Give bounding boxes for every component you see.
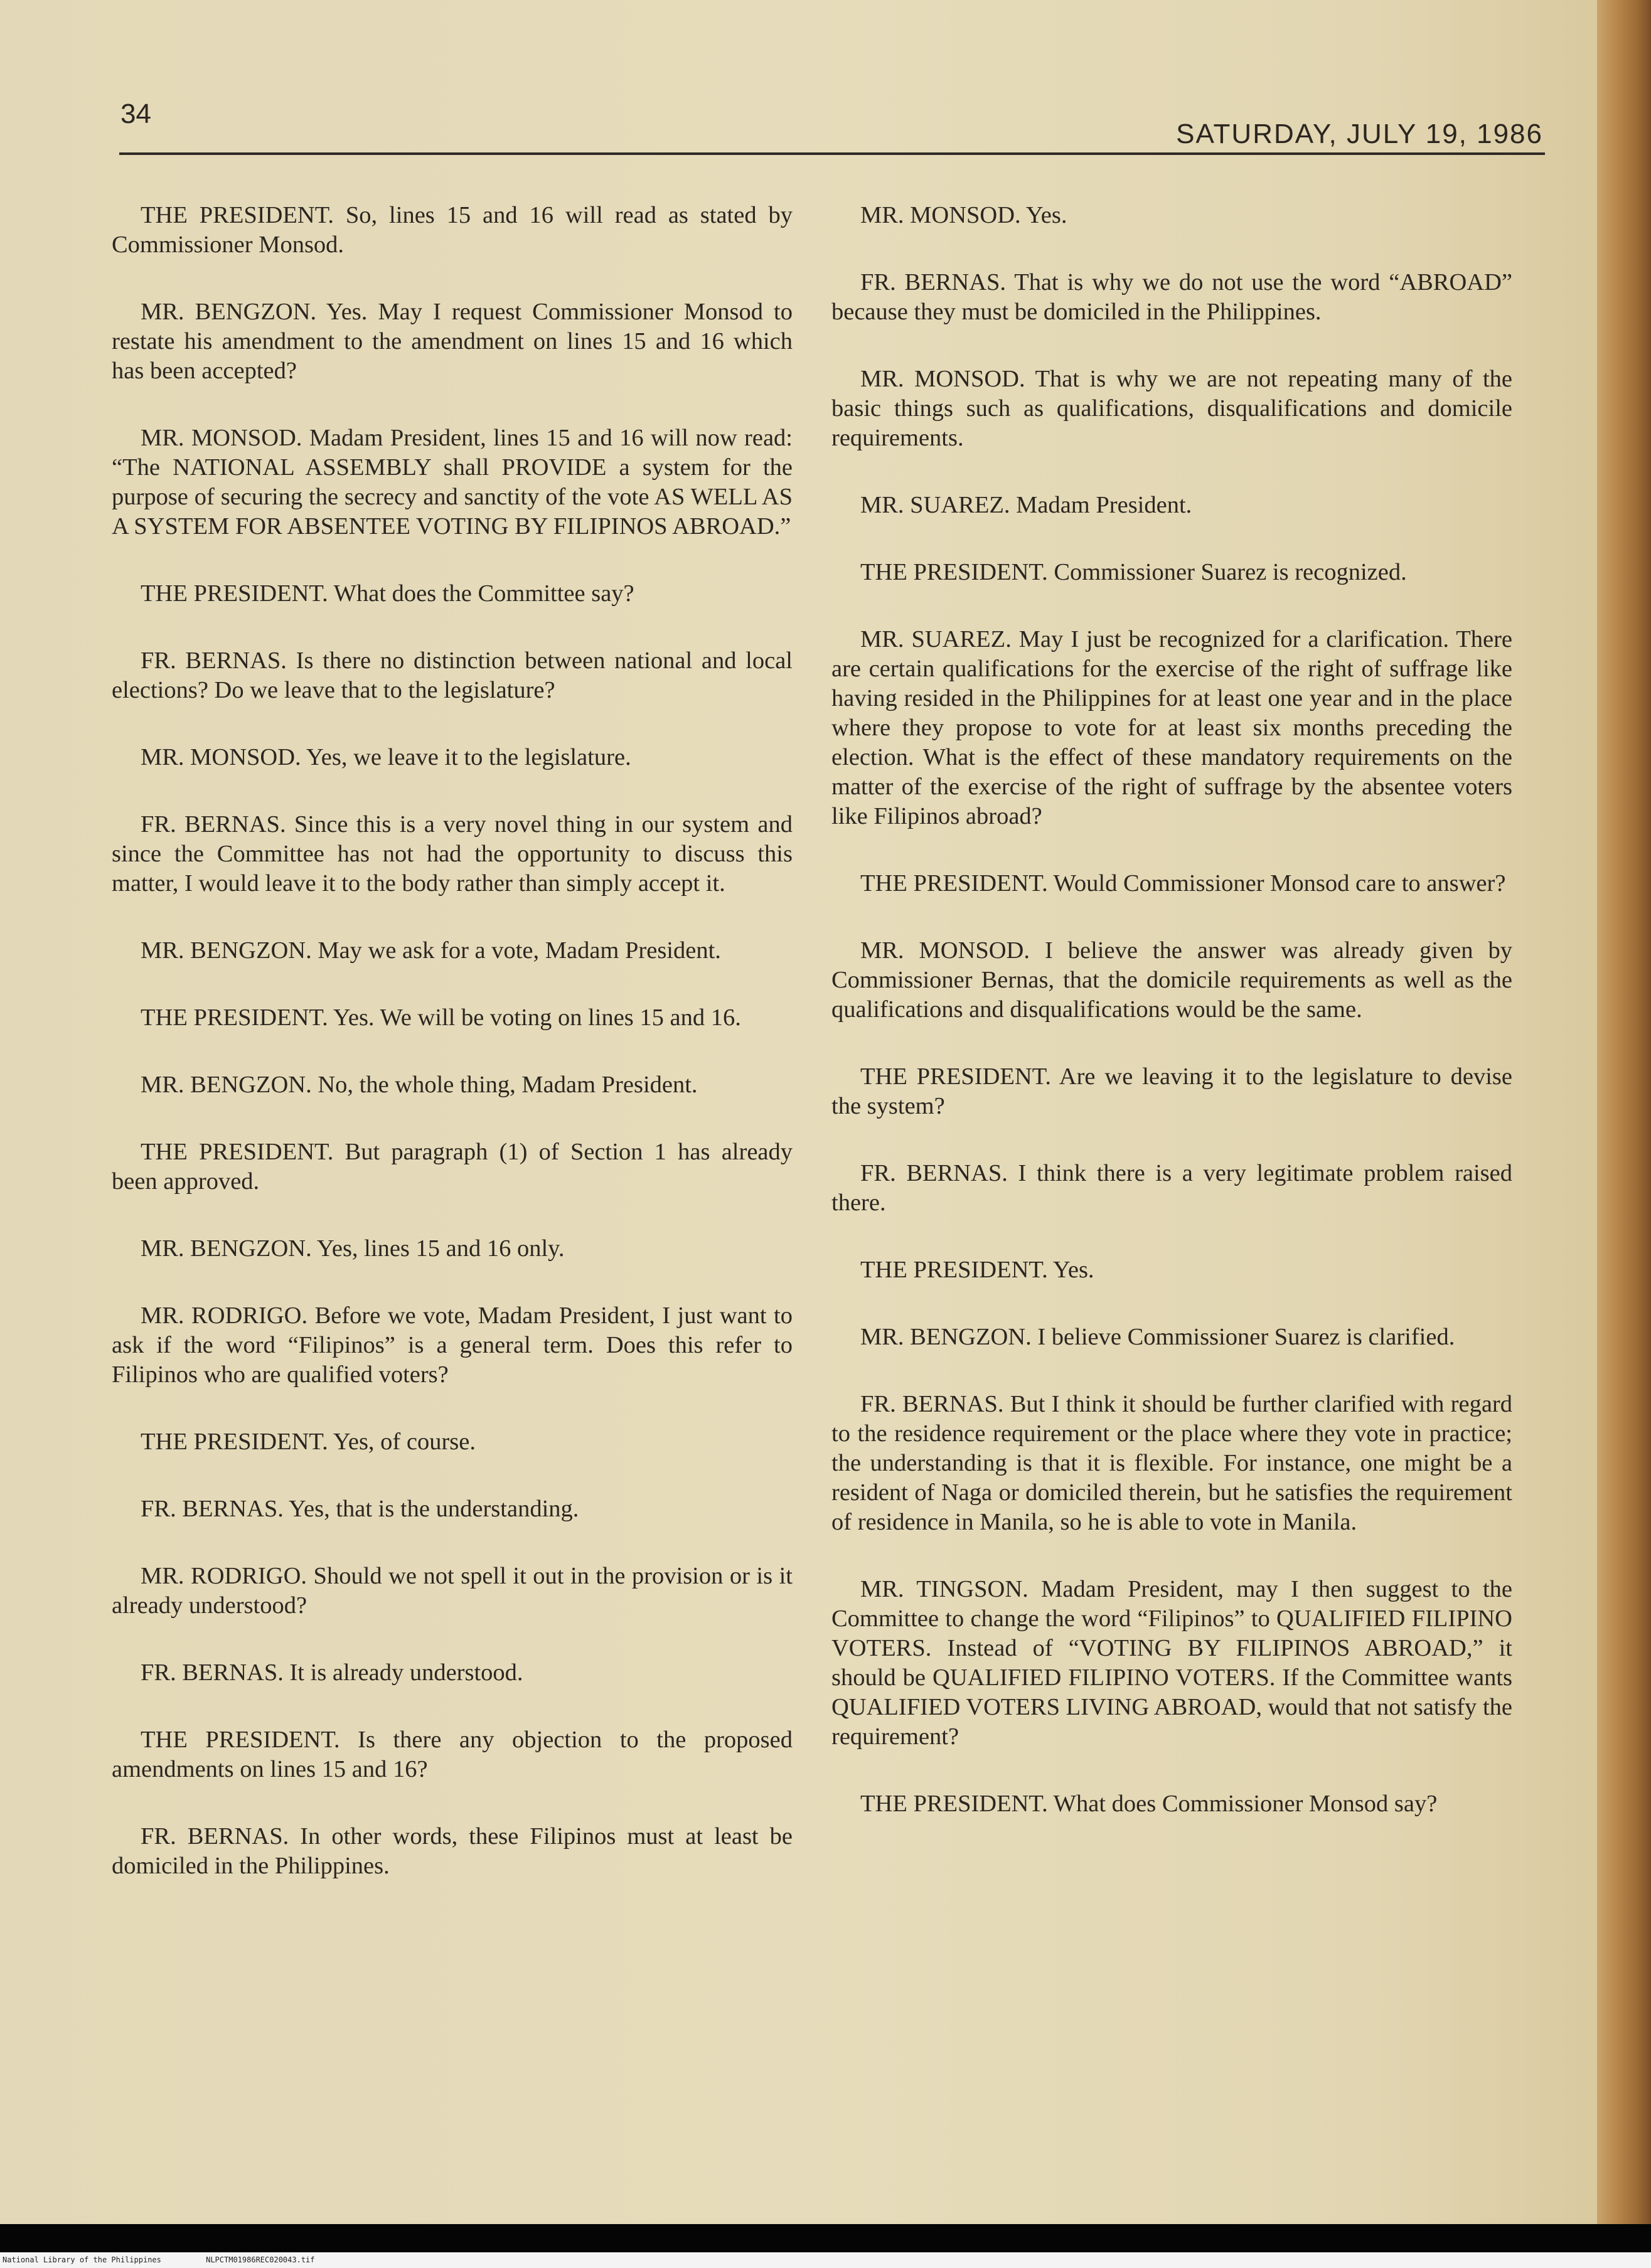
paragraph: MR. MONSOD. Madam President, lines 15 and 16 will now read: “The NATIONAL ASSEMBLY shall PROVIDE a system for the purpose of securing the secrecy and sanctity of the vote AS WELL AS A SYSTEM FOR ABSENTEE VOTING BY FILIPINOS ABROAD.” — [112, 425, 793, 540]
paragraph: MR. BENGZON. Yes. May I request Commissioner Monsod to restate his amendment to the amendment on lines 15 and 16 which has been accepted? — [112, 299, 793, 384]
paragraph: MR. MONSOD. That is why we are not repeating many of the basic things such as qualifications, disqualifications and domicile requirements. — [831, 366, 1512, 451]
paragraph: MR. BENGZON. May we ask for a vote, Madam President. — [141, 937, 721, 964]
paragraph: FR. BERNAS. It is already understood. — [141, 1659, 523, 1686]
paragraph: FR. BERNAS. Since this is a very novel thing in our system and since the Committee has not had the opportunity to discuss this matter, I would leave it to the body rather than simply accept it. — [112, 811, 793, 897]
paragraph: MR. SUAREZ. May I just be recognized for a clarification. There are certain qualifications for the exercise of the right of suffrage like having resided in the Philippines for at least one year and in the place where they propose to vote for at least six months preceding the election. What is the effect of these mandatory requirements on the matter of the exercise of the right of suffrage by the absentee voters like Filipinos abroad? — [831, 626, 1512, 829]
paragraph: THE PRESIDENT. So, lines 15 and 16 will read as stated by Commissioner Monsod. — [112, 202, 793, 258]
paragraph: MR. MONSOD. Yes, we leave it to the legislature. — [141, 744, 631, 770]
paragraph: THE PRESIDENT. Are we leaving it to the legislature to devise the system? — [831, 1063, 1512, 1119]
paragraph: MR. BENGZON. Yes, lines 15 and 16 only. — [141, 1235, 565, 1262]
paragraph: THE PRESIDENT. Yes. — [860, 1257, 1094, 1283]
paragraph: MR. RODRIGO. Before we vote, Madam President, I just want to ask if the word “Filipinos” is a general term. Does this refer to Filipinos who are qualified voters? — [112, 1302, 793, 1388]
paragraph: THE PRESIDENT. Yes. We will be voting on lines 15 and 16. — [141, 1004, 741, 1031]
paragraph: FR. BERNAS. But I think it should be further clarified with regard to the residence requirement or the place where they vote in practice; the understanding is that it is flexible. For instance, one might be a resident of Naga or domiciled therein, but he satisfies the requirement of residence in Manila, so he is able to vote in Manila. — [831, 1391, 1512, 1535]
scan-footer — [0, 2252, 1651, 2268]
paragraph: THE PRESIDENT. Commissioner Suarez is recognized. — [860, 559, 1407, 585]
scan-file-id: NLPCTM01986REC020043.tif — [206, 2255, 315, 2264]
book-spine-edge — [1597, 0, 1651, 2224]
paragraph: THE PRESIDENT. Would Commissioner Monsod care to answer? — [860, 870, 1506, 897]
paragraph: THE PRESIDENT. What does Commissioner Monsod say? — [860, 1791, 1438, 1817]
paragraph: MR. BENGZON. No, the whole thing, Madam President. — [141, 1072, 698, 1098]
header-rule — [119, 152, 1545, 155]
paragraph: FR. BERNAS. I think there is a very legitimate problem raised there. — [831, 1160, 1512, 1216]
paragraph: MR. BENGZON. I believe Commissioner Suarez is clarified. — [860, 1324, 1455, 1350]
paragraph: THE PRESIDENT. What does the Committee say? — [141, 580, 634, 607]
paragraph: MR. RODRIGO. Should we not spell it out in the provision or is it already understood? — [112, 1563, 793, 1619]
paragraph: THE PRESIDENT. Yes, of course. — [141, 1429, 476, 1455]
right-column — [831, 201, 1512, 1856]
scan-source-label: National Library of the Philippines — [3, 2255, 161, 2264]
paragraph: FR. BERNAS. In other words, these Filipinos must at least be domiciled in the Philippines. — [112, 1823, 793, 1879]
paragraph: MR. MONSOD. Yes. — [860, 202, 1067, 228]
paragraph: MR. TINGSON. Madam President, may I then suggest to the Committee to change the word “Filipinos” to QUALIFIED FILIPINO VOTERS. Instead of “VOTING BY FILIPINOS ABROAD,” it should be QUALIFIED FILIPINO VOTERS. If the Committee wants QUALIFIED VOTERS LIVING ABROAD, would that not satisfy the requirement? — [831, 1576, 1512, 1750]
paragraph: MR. SUAREZ. Madam President. — [860, 492, 1192, 518]
paragraph: FR. BERNAS. Is there no distinction between national and local elections? Do we leave that to the legislature? — [112, 647, 793, 703]
paragraph: MR. MONSOD. I believe the answer was already given by Commissioner Bernas, that the domicile requirements as well as the qualifications and disqualifications would be the same. — [831, 937, 1512, 1023]
paragraph: FR. BERNAS. Yes, that is the understanding. — [141, 1496, 579, 1522]
paragraph: THE PRESIDENT. Is there any objection to the proposed amendments on lines 15 and 16? — [112, 1727, 793, 1782]
running-header-date: SATURDAY, JULY 19, 1986 — [1176, 119, 1543, 149]
paragraph: FR. BERNAS. That is why we do not use the word “ABROAD” because they must be domiciled in the Philippines. — [831, 269, 1512, 325]
page-number: 34 — [120, 98, 151, 129]
left-column — [112, 201, 793, 1919]
paragraph: THE PRESIDENT. But paragraph (1) of Section 1 has already been approved. — [112, 1139, 793, 1195]
